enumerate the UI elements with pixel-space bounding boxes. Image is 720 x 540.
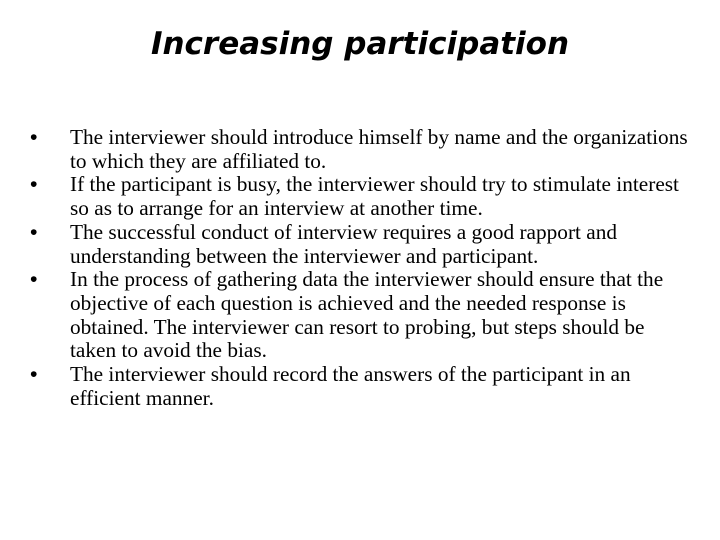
bullet-item	[30, 268, 690, 363]
bullet-text: The successful conduct of interview requires a good rapport and understanding between the interviewer and participant.	[70, 219, 618, 268]
bullet-icon: •	[30, 172, 38, 197]
slide-title: Increasing participation	[150, 26, 570, 62]
bullet-list	[30, 126, 690, 410]
bullet-text: In the process of gathering data the interviewer should ensure that the objective of each question is achieved and the needed response is obtained. The interviewer can resort to probing, but steps should be taken to avoid the bias.	[70, 267, 664, 363]
bullet-icon: •	[30, 219, 38, 244]
bullet-item	[30, 363, 690, 410]
bullet-item	[30, 126, 690, 173]
bullet-text: If the participant is busy, the interviewer should try to stimulate interest so as to arrange for an interview at another time.	[70, 172, 679, 221]
bullet-item	[30, 173, 690, 220]
bullet-text: The interviewer should introduce himself by name and the organizations to which they are affiliated to.	[70, 125, 688, 173]
bullet-item	[30, 221, 690, 268]
bullet-text: The interviewer should record the answers of the participant in an efficient manner.	[70, 362, 631, 410]
bullet-icon: •	[30, 362, 38, 387]
bullet-icon: •	[30, 267, 38, 292]
bullet-icon: •	[30, 125, 38, 149]
